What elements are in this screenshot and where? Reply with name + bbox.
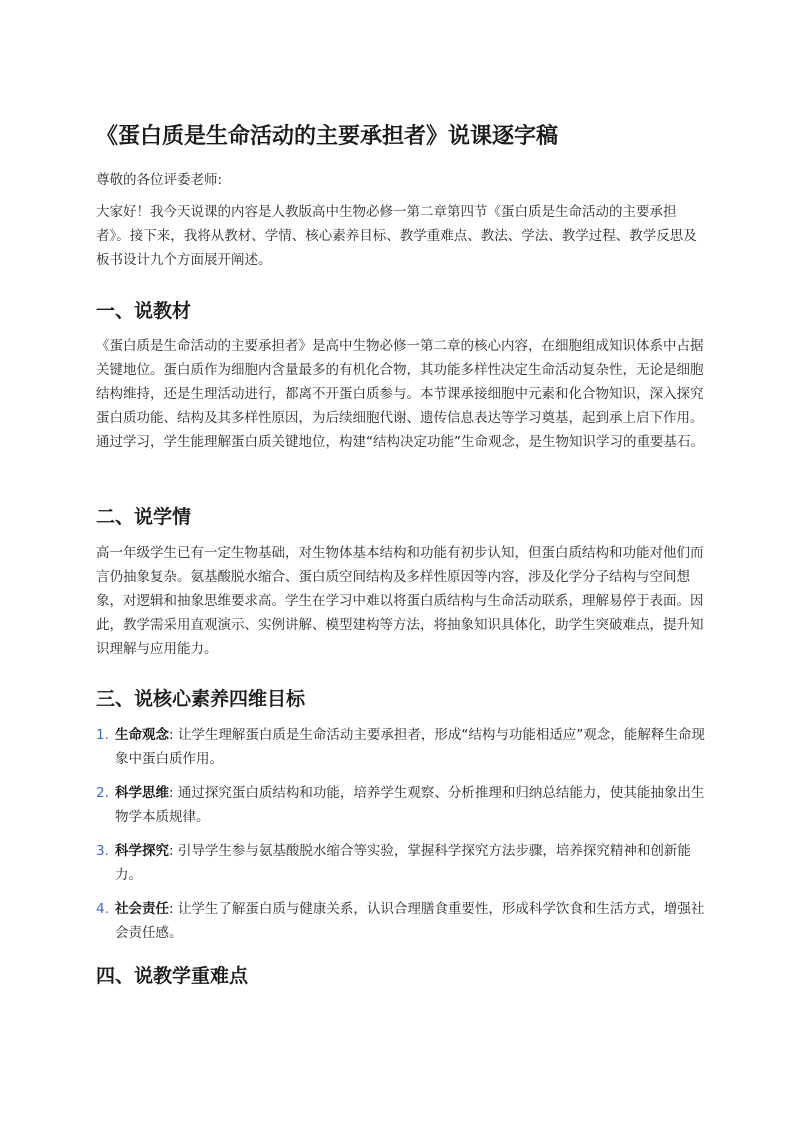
goal-separator: : (169, 785, 178, 801)
goal-item (96, 839, 706, 887)
intro-paragraph: 大家好！我今天说课的内容是人教版高中生物必修一第二章第四节《蛋白质是生命活动的主要承担者》。接下来，我将从教材、学情、核心素养目标、教学重难点、教法、学法、教学过程、教学反思及板书设计九个方面展开阐述。 (96, 204, 697, 268)
section-heading-key-points: 四、说教学重难点 (96, 965, 249, 987)
goal-term: 社会责任 (115, 901, 169, 917)
goal-separator: : (169, 727, 178, 743)
goal-list (96, 723, 706, 955)
section-heading-goals: 三、说核心素养四维目标 (96, 688, 306, 710)
goal-separator: : (169, 901, 178, 917)
goal-number: 4. (96, 901, 109, 917)
greeting-paragraph: 尊敬的各位评委老师: (96, 172, 223, 188)
goal-item (96, 781, 706, 829)
page-title: 《蛋白质是生命活动的主要承担者》说课逐字稿 (96, 124, 559, 149)
goal-number: 3. (96, 843, 109, 859)
goal-text: 通过探究蛋白质结构和功能，培养学生观察、分析推理和归纳总结能力，使其能抽象出生物学本质规律。 (115, 785, 705, 825)
goal-number: 1. (96, 727, 109, 743)
goal-separator: : (169, 843, 178, 859)
goal-text: 引导学生参与氨基酸脱水缩合等实验，掌握科学探究方法步骤，培养探究精神和创新能力。 (115, 843, 691, 883)
goal-text: 让学生理解蛋白质是生命活动主要承担者，形成“结构与功能相适应”观念，能解释生命现象中蛋白质作用。 (115, 727, 705, 767)
goal-term: 科学思维 (115, 785, 169, 801)
goal-number: 2. (96, 785, 109, 801)
goal-item (96, 897, 706, 945)
section-heading-textbook: 一、说教材 (96, 300, 192, 322)
goal-item (96, 723, 706, 771)
goal-text: 让学生了解蛋白质与健康关系，认识合理膳食重要性，形成科学饮食和生活方式，增强社会责任感。 (115, 901, 705, 941)
section-heading-students: 二、说学情 (96, 506, 192, 528)
goal-term: 生命观念 (115, 727, 169, 743)
goal-term: 科学探究 (115, 843, 169, 859)
section-body-students: 高一年级学生已有一定生物基础，对生物体基本结构和功能有初步认知，但蛋白质结构和功能对他们而言仍抽象复杂。氨基酸脱水缩合、蛋白质空间结构及多样性原因等内容，涉及化学分子结构与空间想象，对逻辑和抽象思维要求高。学生在学习中难以将蛋白质结构与生命活动联系，理解易停于表面。因此，教学需采用直观演示、实例讲解、模型建构等方法，将抽象知识具体化，助学生突破难点，提升知识理解与应用能力。 (96, 545, 704, 657)
section-body-textbook: 《蛋白质是生命活动的主要承担者》是高中生物必修一第二章的核心内容，在细胞组成知识体系中占据关键地位。蛋白质作为细胞内含量最多的有机化合物，其功能多样性决定生命活动复杂性，无论是细胞结构维持，还是生理活动进行，都离不开蛋白质参与。本节课承接细胞中元素和化合物知识，深入探究蛋白质功能、结构及其多样性原因，为后续细胞代谢、遗传信息表达等学习奠基，起到承上启下作用。通过学习，学生能理解蛋白质关键地位，构建“结构决定功能”生命观念，是生物知识学习的重要基石。 (96, 338, 704, 450)
